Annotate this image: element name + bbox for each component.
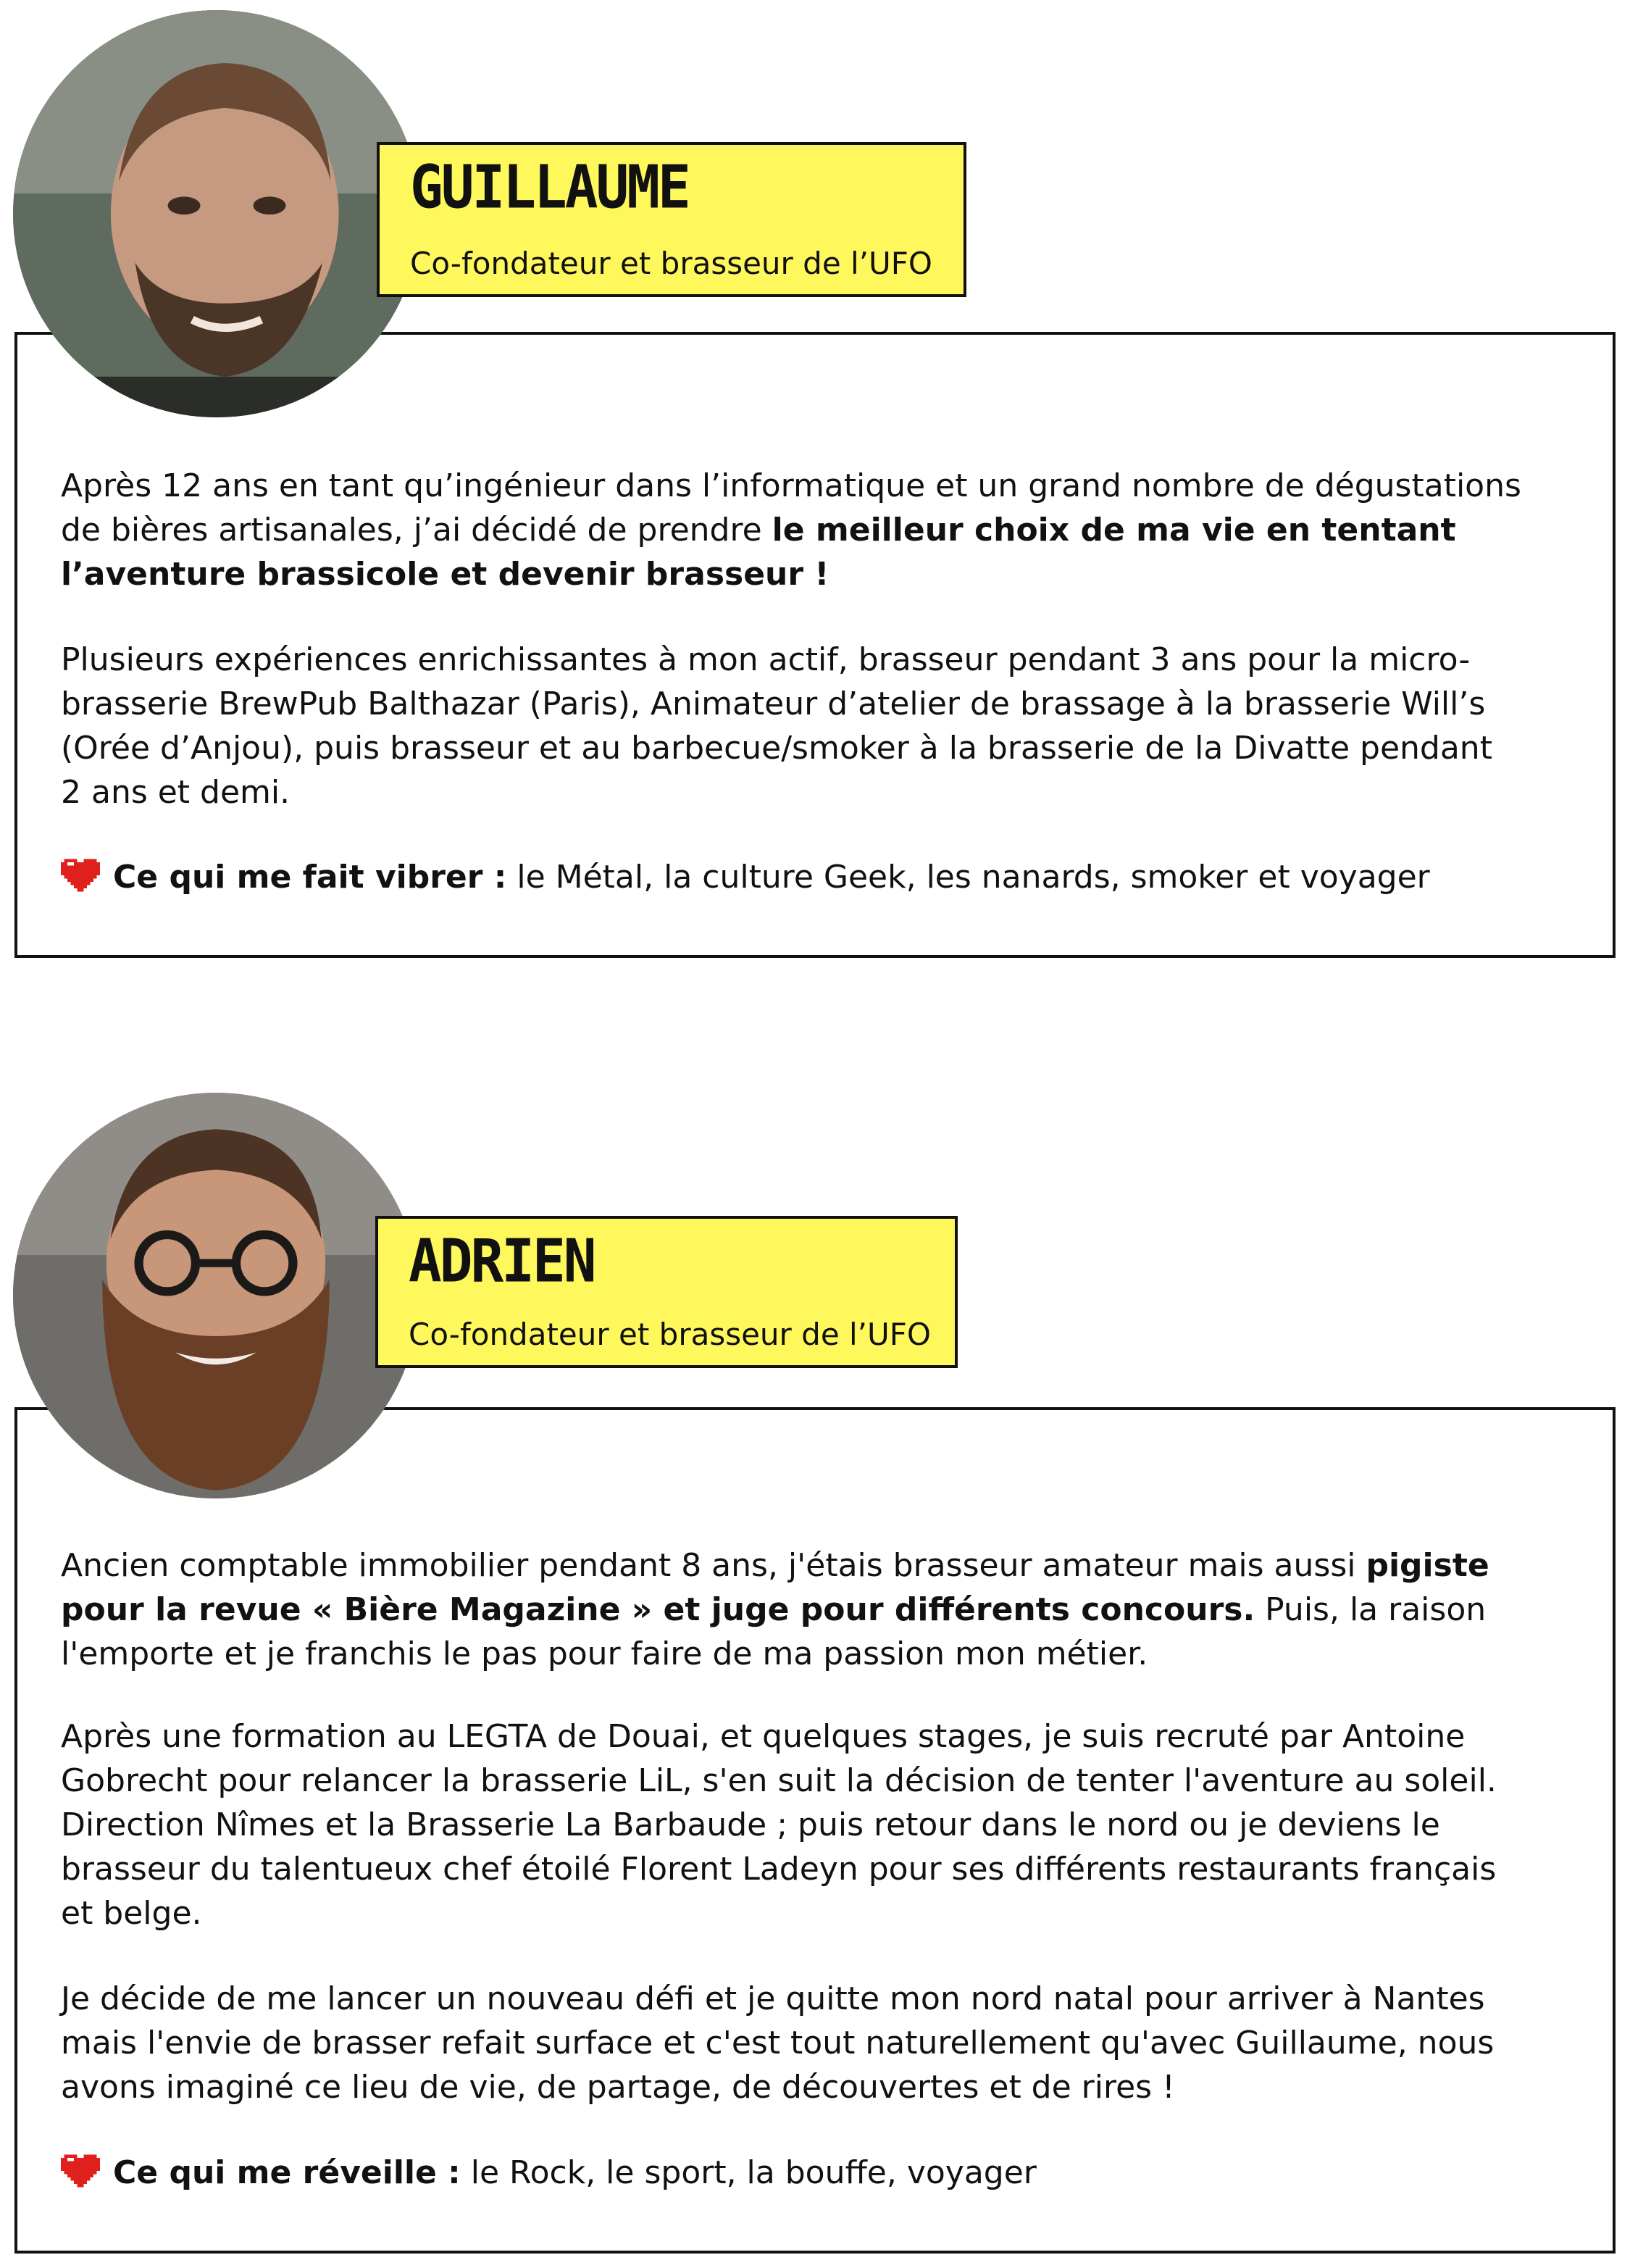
profile-card-adrien [0,1072,1630,2261]
bio-paragraph-2: Après une formation au LEGTA de Douai, et quelques stages, je suis recruté par Antoine Gobrecht pour relancer la brasserie LiL, s'en suit la décision de tenter l'aventure au soleil. Direction Nîmes et la Brasserie La Barbaude ; puis retour dans le nord ou je deviens le brasseur du talentueux chef étoilé Florent Ladeyn pour ses différents restaurants français et belge. [61,1718,1497,1932]
name-box [375,1216,958,1368]
avatar-photo [13,10,420,417]
avatar-photo [13,1093,419,1498]
person-role: Co-fondateur et brasseur de l’UFO [410,246,932,281]
bio-paragraph-1: Ancien comptable immobilier pendant 8 ans, j'étais brasseur amateur mais aussi pigiste pour la revue « Bière Magazine » et juge pour différents concours. Puis, la raison l'emporte et je franchis le pas pour faire de ma passion mon métier. [61,1547,1489,1672]
likes-label: Ce qui me fait vibrer : [113,859,507,896]
name-box [377,142,966,297]
likes-label: Ce qui me réveille : [113,2154,461,2191]
bio-paragraph-3: Je décide de me lancer un nouveau défi et je quitte mon nord natal pour arriver à Nantes mais l'envie de brasser refait surface et c'est tout naturellement qu'avec Guillaume, nous avons imaginé ce lieu de vie, de partage, de découvertes et de rires ! [61,1980,1495,2106]
heart-icon [61,859,100,892]
likes-text: le Rock, le sport, la bouffe, voyager [460,2154,1037,2191]
profile-card-guillaume [0,0,1630,971]
person-name: ADRIEN [409,1226,595,1296]
person-name: GUILLAUME [410,152,689,222]
bio-paragraph-1: Après 12 ans en tant qu’ingénieur dans l’informatique et un grand nombre de dégustations de bières artisanales, j’ai décidé de prendre le meilleur choix de ma vie en tentant l’aventure brassicole et devenir brasseur ! [61,467,1521,593]
person-role: Co-fondateur et brasseur de l’UFO [409,1317,931,1352]
likes-line [61,855,1568,899]
likes-text: le Métal, la culture Geek, les nanards, smoker et voyager [506,859,1430,896]
heart-icon [61,2154,100,2188]
likes-line [61,2151,1568,2195]
bio-paragraph-2: Plusieurs expériences enrichissantes à mon actif, brasseur pendant 3 ans pour la micro-brasserie BrewPub Balthazar (Paris), Animateur d’atelier de brassage à la brasserie Will’s (Orée d’Anjou), puis brasseur et au barbecue/smoker à la brasserie de la Divatte pendant 2 ans et demi. [61,641,1492,811]
